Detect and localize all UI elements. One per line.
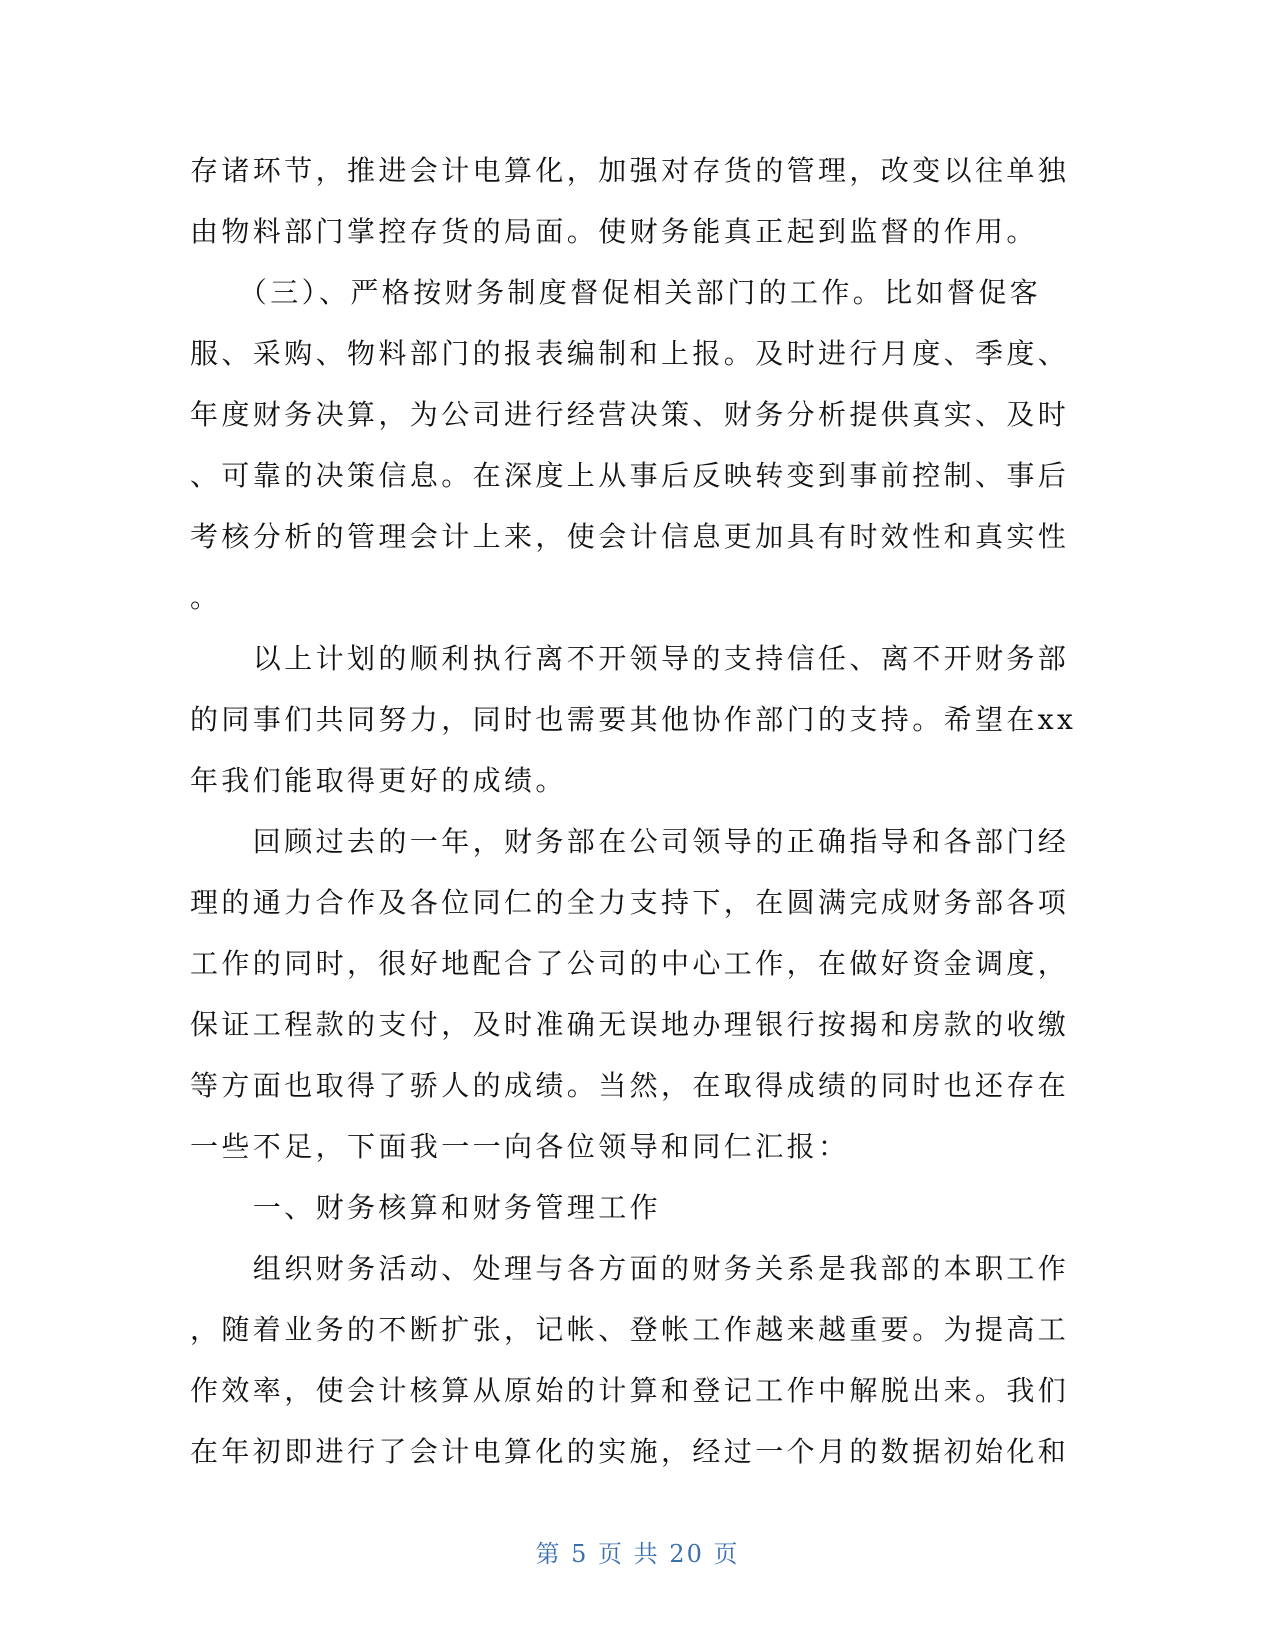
section-heading: 一、财务核算和财务管理工作 xyxy=(190,1191,662,1224)
text-line: 保证工程款的支付，及时准确无误地办理银行按揭和房款的收缴 xyxy=(190,1008,1070,1041)
text-line: 在年初即进行了会计电算化的实施，经过一个月的数据初始化和 xyxy=(190,1435,1070,1468)
text-line: 作效率，使会计核算从原始的计算和登记工作中解脱出来。我们 xyxy=(190,1374,1070,1407)
text-line: 的同事们共同努力，同时也需要其他协作部门的支持。希望在xx xyxy=(190,703,1077,736)
text-line: （三）、严格按财务制度督促相关部门的工作。比如督促客 xyxy=(190,276,1042,309)
text-line: 回顾过去的一年，财务部在公司领导的正确指导和各部门经 xyxy=(190,825,1070,858)
text-line: 年度财务决算，为公司进行经营决策、财务分析提供真实、及时 xyxy=(190,398,1070,431)
text-line: 理的通力合作及各位同仁的全力支持下，在圆满完成财务部各项 xyxy=(190,886,1070,919)
text-line: ，随着业务的不断扩张，记帐、登帐工作越来越重要。为提高工 xyxy=(190,1313,1070,1346)
text-line: 组织财务活动、处理与各方面的财务关系是我部的本职工作 xyxy=(190,1252,1070,1285)
text-line: 存诸环节，推进会计电算化，加强对存货的管理，改变以往单独 xyxy=(190,154,1070,187)
page-number-footer: 第 5 页 共 20 页 xyxy=(535,1540,740,1568)
text-line: 以上计划的顺利执行离不开领导的支持信任、离不开财务部 xyxy=(190,642,1070,675)
text-line: 一些不足，下面我一一向各位领导和同仁汇报： xyxy=(190,1130,850,1163)
text-line: 等方面也取得了骄人的成绩。当然，在取得成绩的同时也还存在 xyxy=(190,1069,1070,1102)
text-line: 工作的同时，很好地配合了公司的中心工作，在做好资金调度， xyxy=(190,947,1070,980)
text-line: 、可靠的决策信息。在深度上从事后反映转变到事前控制、事后 xyxy=(190,459,1070,492)
text-line: 。 xyxy=(190,581,222,614)
body-text xyxy=(190,140,1077,1482)
text-line: 考核分析的管理会计上来，使会计信息更加具有时效性和真实性 xyxy=(190,520,1070,553)
text-line: 服、采购、物料部门的报表编制和上报。及时进行月度、季度、 xyxy=(190,337,1070,370)
text-line: 年我们能取得更好的成绩。 xyxy=(190,764,567,797)
text-line: 由物料部门掌控存货的局面。使财务能真正起到监督的作用。 xyxy=(190,215,1038,248)
